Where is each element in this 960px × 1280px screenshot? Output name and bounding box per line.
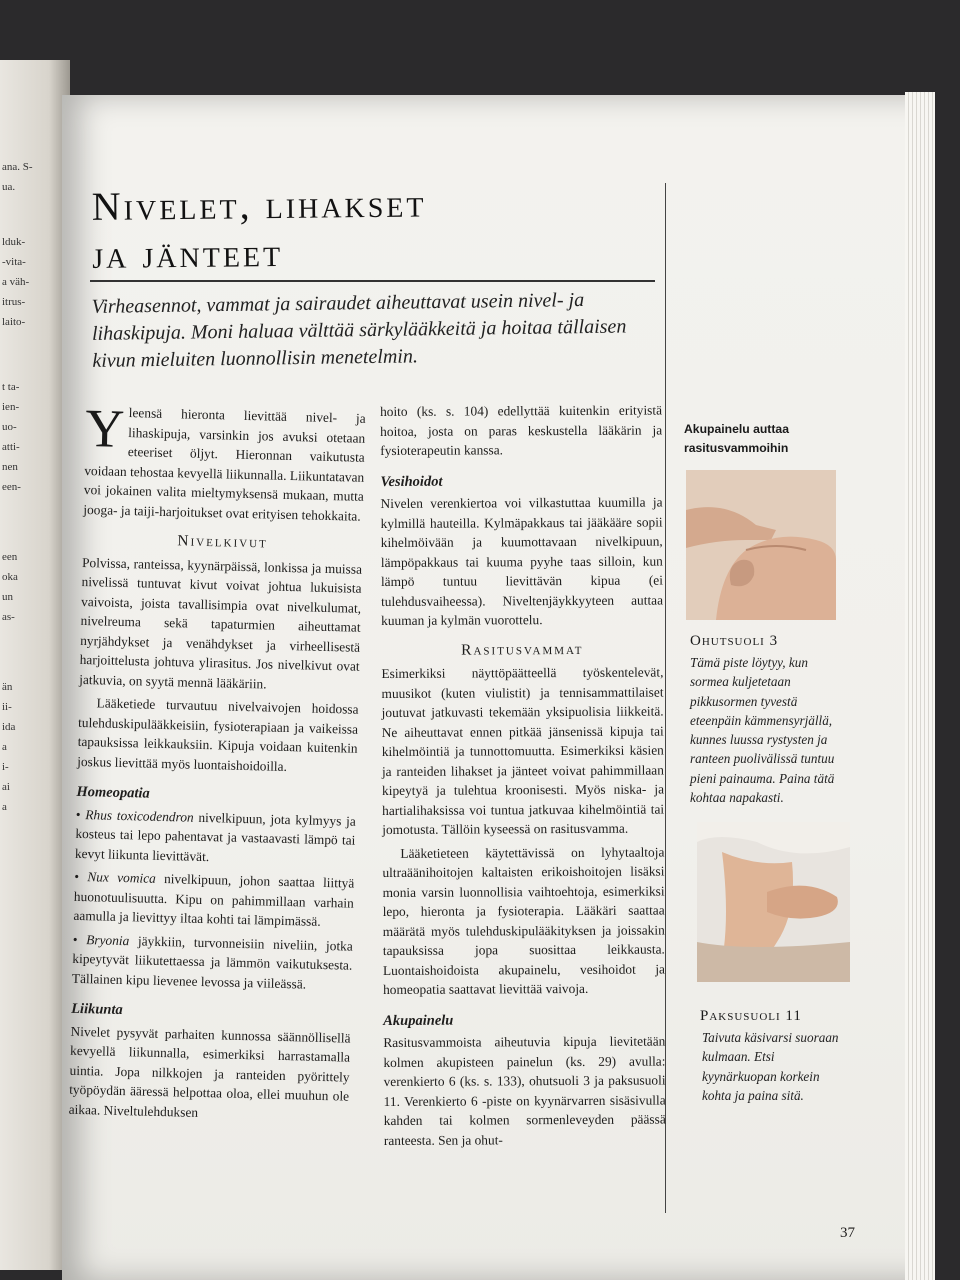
title-line-2: ja jänteet: [92, 229, 284, 277]
left-page-text-fragment: ien-: [2, 401, 20, 413]
remedy-text: jäykkiin, turvonneisiin niveliin, jotka kipeytyvät liikutettaessa ja lämmön vaikutuksesta. Tällainen kipu lievenee levossa ja viileässä.: [71, 932, 353, 992]
opening-paragraph: leensä hieronta lievittää nivel- ja lihaskipuja, varsinkin jos avuksi otetaan eteeriset öljyt. Hieronnan vaikutusta voidaan tehostaa kevyellä liikunnalla. Liikuntatavan voi jokainen valita mieltymyksensä mukaan, mutta jooga- ja taiji-harjoitukset ovat erityisen tehokkaita.: [83, 405, 366, 524]
left-page-text-fragment: laito-: [2, 316, 26, 328]
remedy-name: Bryonia: [86, 931, 130, 948]
heading-liikunta: Liikunta: [70, 1000, 123, 1019]
text-column-1: [68, 398, 366, 1130]
title-rule: [90, 280, 655, 282]
remedy-item: • Bryonia jäykkiin, turvonneisiin niveliin, jotka kipeytyvät liikutettaessa ja lämmön vaikutuksesta. Tällainen kipu lievenee levossa ja viileässä.: [71, 931, 353, 992]
remedy-item: • Nux vomica nivelkipuun, johon saattaa liittyä huonotuulisuutta. Kipu on pahimmillaan varhain aamulla ja lievittyy iltaa kohti tai lämpimässä.: [73, 868, 355, 929]
hand-acupressure-photo: [686, 470, 836, 620]
caption-ohutsuoli: Tämä piste löytyy, kun sormea kuljetetaan pikkusormen tyvestä eteenpäin kämmensyrjällä, kunnes luussa rystysten ja ranteen puolivälissä tuntuu pieni painauma. Paina tätä kohtaa napakasti.: [690, 655, 835, 806]
left-page-text-fragment: ii-: [2, 701, 12, 713]
page-edges: [905, 92, 935, 1280]
heading-homeopatia: Homeopatia: [76, 783, 150, 802]
left-page-text-fragment: ida: [2, 721, 16, 733]
left-page-text-fragment: as-: [2, 611, 15, 623]
paragraph: Lääketieteen käytettävissä on lyhytaaltoja ultraäänihoitojen kaltaisten erikoishoitojen lisäksi monia varsin luonnollisia vaihtoehtoja, esimerkiksi lepo, hieronta ja fysioterapia. Lääkäri saattaa määrätä myös tulehduskipulääkityksen ja joissakin tapauksissa jopa suosittaa leikkausta. Luontaishoidoista akupainelu, vesihoidot ja homeopatia saattavat lievittää vaivoja.: [382, 844, 666, 997]
left-page-text-fragment: a: [2, 741, 7, 753]
remedy-text: nivelkipuun, jota kylmyys ja kosteus tai lepo pahentavat ja vastaavasti lämpö tai kevyt liikunta lievittävät.: [74, 809, 357, 864]
left-page-text-fragment: nen: [2, 461, 18, 473]
left-page-text-fragment: t ta-: [2, 381, 20, 393]
caption-title-ohutsuoli: Ohutsuoli 3: [690, 633, 779, 649]
left-page-text-fragment: itrus-: [2, 296, 26, 308]
heading-nivelkivut: Nivelkivut: [177, 532, 269, 552]
left-page-text-fragment: un: [2, 591, 13, 603]
left-page-text-fragment: a: [2, 801, 7, 813]
title-line-1: Nivelet, lihakset: [91, 180, 427, 229]
remedy-name: Rhus toxicodendron: [85, 806, 194, 825]
heading-rasitusvammat: Rasitusvammat: [461, 640, 584, 659]
heading-akupainelu: Akupainelu: [383, 1012, 454, 1029]
page-title: [92, 177, 653, 279]
paragraph: Esimerkiksi näyttöpäätteellä työskentelevät, muusikot (kuten viulistit) ja tennisammattilaiset joutuvat jatkuvasti tekemään yksipuolisia liikkeitä. Ne aiheuttavat ennen pitkää jänsenissä kipuja tai kihelmöintiä ja tunnottomuutta. Esimerkiksi käsien ja ranteiden lihakset ja jänteet voivat pahimmillaan kipeytyä ja tulehtua kroonisesti. Myös niska- ja hartialihaksissa voi tuntua jatkuvaa kihelmöintiä tai jomotusta. Tällöin kyseessä on rasitusvamma.: [381, 664, 665, 837]
left-page-text-fragment: lduk-: [2, 236, 26, 248]
remedy-item: • Rhus toxicodendron nivelkipuun, jota kylmyys ja kosteus tai lepo pahentavat ja vastaavasti lämpö tai kevyt liikunta lievittävät.: [74, 806, 357, 864]
paragraph: Nivelet pysyvät parhaiten kunnossa säännöllisellä kevyellä liikunnalla, esimerkiksi harrastamalla uintia. Jopa nilkkojen ja ranteiden pyörittely työpöydän ääressä helpottaa oloa, ellei muuhun ole aikaa. Niveltulehduksen: [68, 1023, 351, 1120]
paragraph: Nivelen verenkiertoa voi vilkastuttaa kuumilla ja kylmillä hauteilla. Kylmäpakkaus tai jääkääre sopii kihelmöivään ja kuumottavaan nivelkipuun, lämpöpakkaus tai kuuma pyyhe taas silloin, kun lämpö tuntuu lievittävän kipua (ei tulehdusvaiheessa). Niveltenjäykkyyteen auttaa kuuman ja kylmän vuorottelu.: [380, 494, 664, 628]
hand-acupressure-illustration: [686, 470, 836, 620]
left-page-text-fragment: ai: [2, 781, 10, 793]
left-page-text-fragment: oka: [2, 571, 18, 583]
left-page-text-fragment: een-: [2, 481, 21, 493]
remedy-text: nivelkipuun, johon saattaa liittyä huonotuulisuutta. Kipu on pahimmillaan varhain aamulla ja lievittyy iltaa kohti tai lämpimässä.: [73, 870, 355, 929]
paragraph: Lääketiede turvautuu nivelvaivojen hoidossa tulehduskipulääkkeisiin, fysioterapiaan ja vaikeissa tapauksissa leikkauksiin. Kipuja voidaan kuitenkin joskus lievittää myös luontaishoidoilla.: [77, 695, 359, 774]
left-page-text-fragment: ua.: [2, 181, 16, 193]
intro-paragraph: Virheasennot, vammat ja sairaudet aiheuttavat usein nivel- ja lihaskipuja. Moni haluaa välttää särkylääkkeitä ja hoitaa tällaisen kivun mieluiten luonnollisin menetelmin.: [91, 289, 627, 372]
left-page-text-fragment: i-: [2, 761, 9, 773]
elbow-acupressure-photo: [697, 822, 850, 982]
sidebar-heading: Akupainelu auttaa rasitusvammoihin: [684, 422, 789, 455]
page-number: 37: [840, 1225, 855, 1241]
drop-cap: Y: [84, 398, 126, 459]
facing-left-page: [0, 60, 70, 1270]
left-page-text-fragment: een: [2, 551, 18, 563]
paragraph: Rasitusvammoista aiheutuvia kipuja lievitetään kolmen akupisteen painelun (ks. 29) avulla: verenkierto 6 (ks. s. 133), ohutsuoli 3 ja paksusuoli 11. Verenkierto 6 -piste on kyynärvarren sisäsivulla kahden tai kolmen sormenleveyden päässä ranteesta. Sen ja ohut-: [383, 1033, 666, 1148]
left-page-text-fragment: ana. S-: [2, 161, 33, 173]
left-page-text-fragment: a väh-: [2, 276, 30, 288]
remedy-name: Nux vomica: [87, 869, 157, 886]
left-page-text-fragment: uo-: [2, 421, 17, 433]
elbow-acupressure-illustration: [697, 822, 850, 982]
paragraph: Polvissa, ranteissa, kyynärpäissä, lonkissa ja muissa nivelissä tuntuvat kivut voivat johtua lukuisista vaivoista, joista tavallisimpia ovat nivelkulumat, nivelreuma sekä tapaturmien aiheuttamat nyrjähdykset ja venähdykset ja virheellisestä harjoittelusta johtuva ylirasitus. Jos nivelkivut ovat jatkuvia, on syytä mennä lääkäriin.: [79, 554, 363, 691]
left-page-text-fragment: atti-: [2, 441, 20, 453]
caption-paksusuoli: Taivuta käsivarsi suoraan kulmaan. Etsi kyynärkuopan korkein kohta ja paina sitä.: [702, 1030, 839, 1103]
heading-vesihoidot: Vesihoidot: [380, 473, 443, 490]
caption-title-paksusuoli: Paksusuoli 11: [700, 1008, 802, 1024]
left-page-text-fragment: än: [2, 681, 13, 693]
paragraph: hoito (ks. s. 104) edellyttää kuitenkin erityistä hoitoa, josta on paras keskustella lääkärin ja fysioterapeutin kanssa.: [380, 402, 663, 458]
text-column-2: [380, 401, 666, 1154]
left-page-text-fragment: -vita-: [2, 256, 26, 268]
